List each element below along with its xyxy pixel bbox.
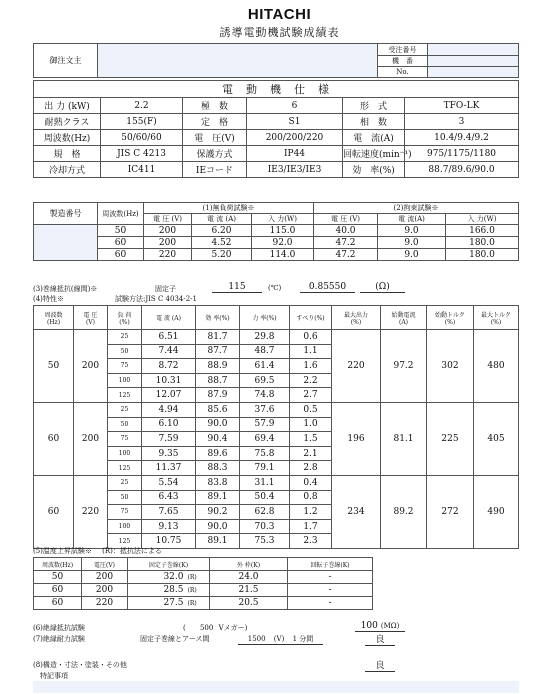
temp-cell: 60 [34, 597, 82, 610]
temp-cell: 28.5 [128, 584, 188, 597]
temp-header: 回転子巻線(K) [288, 558, 373, 571]
spec-label: IEコード [183, 162, 247, 178]
spec-label: 周波数(Hz) [34, 130, 101, 146]
machine-number-label: 機 番 [378, 56, 428, 67]
noload-cell: 40.0 [314, 225, 378, 237]
char-cell: 70.3 [240, 519, 290, 534]
winding-label: (3)巻線抵抗(線間) [33, 285, 91, 293]
char-group-max-tq: 490 [474, 475, 519, 548]
noload-subheader: 電 流(A) [378, 214, 446, 225]
temp-method-mark: (R) [188, 584, 210, 597]
insulation-meter [183, 623, 247, 633]
char-label: (4)特性 [33, 295, 57, 303]
spec-value: 3 [405, 114, 519, 130]
brand-logo: HITACHI [247, 6, 312, 23]
char-group-start-tq: 302 [427, 330, 474, 403]
temp-cell: 220 [82, 597, 128, 610]
noload-subheader: 入 力(W) [446, 214, 519, 225]
spec-value: IP44 [247, 146, 343, 162]
spec-value: IC411 [101, 162, 183, 178]
temp-header: 周波数(Hz) [34, 558, 82, 571]
withstand-volt: 1500 [247, 635, 266, 643]
noload-locked-table [33, 202, 519, 261]
char-cell: 7.44 [142, 344, 196, 359]
spec-value: 200/200/220 [247, 130, 343, 146]
char-cell: 85.6 [196, 402, 240, 417]
spec-label: 保護方式 [183, 146, 247, 162]
winding-res-unit: (Ω) [360, 282, 405, 293]
winding-resistance-line [33, 284, 97, 294]
winding-temp-unit: (℃) [268, 284, 282, 292]
char-cell: 125 [108, 461, 142, 476]
spec-value: TFO-LK [405, 98, 519, 114]
winding-temp: 115 [212, 282, 262, 293]
insulation-num: 100 [360, 621, 378, 631]
temp-header: 固定子巻線(K) [128, 558, 210, 571]
char-cell: 50 [108, 344, 142, 359]
char-cell: 90.0 [196, 519, 240, 534]
char-group-start-cur: 97.2 [381, 330, 427, 403]
noload-subheader: 電 圧 (V) [144, 214, 192, 225]
char-cell: 74.8 [240, 388, 290, 403]
noload-subheader: 電 圧 (V) [314, 214, 378, 225]
spec-label: 電 流(A) [343, 130, 405, 146]
char-cell: 75 [108, 505, 142, 520]
spec-value: 6 [247, 98, 343, 114]
spec-title: 電 動 機 仕 様 [34, 81, 519, 98]
serial-no-field[interactable] [428, 67, 519, 78]
order-customer-field[interactable] [98, 44, 378, 78]
char-cell: 31.1 [240, 475, 290, 490]
char-cell: 83.8 [196, 475, 240, 490]
char-mark: ※ [56, 295, 64, 303]
spec-label: 規 格 [34, 146, 101, 162]
char-group-volt: 200 [74, 402, 108, 475]
temp-cell: - [288, 597, 373, 610]
withstand-spec [238, 634, 323, 645]
char-cell: 37.6 [240, 402, 290, 417]
insulation-unit: (MΩ) [380, 622, 400, 630]
noload-cell: 47.2 [314, 249, 378, 261]
char-cell: 1.6 [290, 359, 332, 374]
char-group-freq: 50 [34, 330, 74, 403]
noload-cell: 200 [144, 225, 192, 237]
char-cell: 48.7 [240, 344, 290, 359]
spec-label: 回転速度(min⁻¹) [343, 146, 405, 162]
temp-cell: - [288, 584, 373, 597]
noload-cell: 9.0 [378, 249, 446, 261]
noload-cell: 92.0 [252, 237, 314, 249]
char-group-start-cur: 89.2 [381, 475, 427, 548]
char-cell: 25 [108, 330, 142, 345]
meter-text: Vメガー) [218, 624, 248, 632]
locked-group-mark: ※ [431, 204, 439, 212]
char-cell: 2.3 [290, 534, 332, 549]
char-cell: 2.1 [290, 446, 332, 461]
withstand-part: 固定子巻線とアース間 [140, 635, 210, 643]
char-cell: 10.31 [142, 373, 196, 388]
char-header: 負 荷 (%) [108, 306, 142, 330]
temp-cell: 50 [34, 571, 82, 584]
char-cell: 6.43 [142, 490, 196, 505]
spec-value: JIS C 4213 [101, 146, 183, 162]
char-cell: 4.94 [142, 402, 196, 417]
noload-cell: 115.0 [252, 225, 314, 237]
char-cell: 6.51 [142, 330, 196, 345]
serial-no-label: No. [378, 67, 428, 78]
temp-cell: - [288, 571, 373, 584]
noload-subheader: 電 流 (A) [192, 214, 252, 225]
spec-label: 極 数 [183, 98, 247, 114]
construction-label: (8)構造・寸法・塗装・その他 [33, 661, 127, 669]
char-cell: 88.3 [196, 461, 240, 476]
char-cell: 79.1 [240, 461, 290, 476]
char-header: すべり(%) [290, 306, 332, 330]
char-group-volt: 220 [74, 475, 108, 548]
spec-value: 50/60/60 [101, 130, 183, 146]
temp-header: 電圧(V) [82, 558, 128, 571]
noload-cell: 220 [144, 249, 192, 261]
temp-cell: 60 [34, 584, 82, 597]
char-cell: 69.4 [240, 432, 290, 447]
char-group-freq: 60 [34, 402, 74, 475]
char-cell: 75.8 [240, 446, 290, 461]
char-cell: 125 [108, 388, 142, 403]
temp-cell: 27.5 [128, 597, 188, 610]
serial-number-field[interactable] [34, 225, 98, 261]
char-cell: 69.5 [240, 373, 290, 388]
char-cell: 1.1 [290, 344, 332, 359]
char-group-max-out: 234 [332, 475, 381, 548]
noload-cell: 60 [98, 237, 144, 249]
meter-open: ( [183, 624, 186, 632]
characteristics-table [33, 305, 519, 549]
char-cell: 25 [108, 402, 142, 417]
char-cell: 25 [108, 475, 142, 490]
noload-cell: 47.2 [314, 237, 378, 249]
char-cell: 50 [108, 490, 142, 505]
noload-cell: 114.0 [252, 249, 314, 261]
char-group-start-tq: 272 [427, 475, 474, 548]
serial-header: 製造番号 [34, 203, 98, 225]
char-cell: 12.07 [142, 388, 196, 403]
freq-header: 周波数(Hz) [98, 203, 144, 225]
char-group-max-out: 220 [332, 330, 381, 403]
char-cell: 0.8 [290, 490, 332, 505]
noload-cell: 180.0 [446, 237, 519, 249]
locked-group-label: (2)拘束試験 [393, 204, 432, 212]
spec-value: IE3/IE3/IE3 [247, 162, 343, 178]
char-cell: 75 [108, 432, 142, 447]
spec-value: 155(F) [101, 114, 183, 130]
char-cell: 0.5 [290, 402, 332, 417]
temp-rise-table [33, 557, 373, 610]
temp-cell: 32.0 [128, 571, 188, 584]
char-cell: 9.13 [142, 519, 196, 534]
noload-cell: 9.0 [378, 225, 446, 237]
noload-group-label: (1)無負荷試験 [202, 204, 248, 212]
char-cell: 57.9 [240, 417, 290, 432]
temp-cell: 21.5 [210, 584, 288, 597]
char-cell: 62.8 [240, 505, 290, 520]
char-group-max-tq: 405 [474, 402, 519, 475]
char-group-volt: 200 [74, 330, 108, 403]
char-method: 試験方法:JIS C 4034-2-1 [115, 295, 197, 303]
char-header: 最大トルク (%) [474, 306, 519, 330]
char-header: 効 率(%) [196, 306, 240, 330]
withstand-label: (7)絶縁耐力試験 [33, 635, 85, 643]
temp-label: (5)温度上昇試験 [33, 547, 85, 555]
temp-note: (R)：抵抗法による [102, 547, 162, 555]
char-cell: 90.4 [196, 432, 240, 447]
char-cell: 89.6 [196, 446, 240, 461]
spec-label: 相 数 [343, 114, 405, 130]
order-table [33, 43, 519, 78]
char-cell: 5.54 [142, 475, 196, 490]
char-header: 始動トルク (%) [427, 306, 474, 330]
spec-label: 電 圧(V) [183, 130, 247, 146]
spec-value: 975/1175/1180 [405, 146, 519, 162]
char-cell: 100 [108, 373, 142, 388]
char-group-start-tq: 225 [427, 402, 474, 475]
char-cell: 89.1 [196, 534, 240, 549]
char-cell: 2.8 [290, 461, 332, 476]
char-cell: 87.9 [196, 388, 240, 403]
char-cell: 100 [108, 519, 142, 534]
noload-cell: 5.20 [192, 249, 252, 261]
char-cell: 2.7 [290, 388, 332, 403]
char-cell: 87.7 [196, 344, 240, 359]
spec-value: S1 [247, 114, 343, 130]
char-cell: 6.10 [142, 417, 196, 432]
order-customer-label: 御注文主 [34, 44, 98, 78]
remarks-field[interactable] [33, 681, 519, 693]
char-cell: 7.59 [142, 432, 196, 447]
noload-cell: 180.0 [446, 249, 519, 261]
char-cell: 100 [108, 446, 142, 461]
char-cell: 89.1 [196, 490, 240, 505]
char-header: 周波数 (Hz) [34, 306, 74, 330]
spec-label: 効 率(%) [343, 162, 405, 178]
winding-mark: ※ [90, 285, 98, 293]
order-number-field[interactable] [428, 44, 519, 56]
char-cell: 75.3 [240, 534, 290, 549]
char-header: 力 率(%) [240, 306, 290, 330]
spec-label: 冷却方式 [34, 162, 101, 178]
char-cell: 9.35 [142, 446, 196, 461]
char-header: 始動電流 (A) [381, 306, 427, 330]
char-group-start-cur: 81.1 [381, 402, 427, 475]
temp-cell: 20.5 [210, 597, 288, 610]
temp-method-mark: (R) [188, 571, 210, 584]
spec-value: 10.4/9.4/9.2 [405, 130, 519, 146]
char-group-max-tq: 480 [474, 330, 519, 403]
withstand-vunit: (V) [273, 635, 285, 643]
char-cell: 50.4 [240, 490, 290, 505]
noload-cell: 166.0 [446, 225, 519, 237]
spec-label: 定 格 [183, 114, 247, 130]
noload-group-header [144, 203, 314, 214]
char-cell: 0.4 [290, 475, 332, 490]
char-cell: 11.37 [142, 461, 196, 476]
char-cell: 1.5 [290, 432, 332, 447]
char-cell: 81.7 [196, 330, 240, 345]
noload-cell: 60 [98, 249, 144, 261]
char-cell: 10.75 [142, 534, 196, 549]
char-cell: 125 [108, 534, 142, 549]
char-cell: 90.2 [196, 505, 240, 520]
temp-cell: 200 [82, 571, 128, 584]
withstand-result: 良 [365, 632, 395, 646]
temp-method-mark: (R) [188, 597, 210, 610]
noload-cell: 9.0 [378, 237, 446, 249]
char-cell: 88.9 [196, 359, 240, 374]
char-cell: 8.72 [142, 359, 196, 374]
spec-label: 出 力 (kW) [34, 98, 101, 114]
char-cell: 61.4 [240, 359, 290, 374]
char-cell: 88.7 [196, 373, 240, 388]
char-cell: 75 [108, 359, 142, 374]
noload-cell: 50 [98, 225, 144, 237]
insulation-label: (6)絶縁抵抗試験 [33, 624, 85, 632]
withstand-duration: 1 分間 [292, 635, 314, 643]
char-header: 電 流 (A) [142, 306, 196, 330]
insulation-value [355, 621, 405, 632]
construction-result: 良 [365, 658, 395, 672]
machine-number-field[interactable] [428, 56, 519, 67]
temp-rise-line [33, 546, 162, 556]
temp-cell: 200 [82, 584, 128, 597]
char-cell: 1.2 [290, 505, 332, 520]
temp-cell: 24.0 [210, 571, 288, 584]
spec-label: 形 式 [343, 98, 405, 114]
characteristics-line [33, 294, 64, 304]
winding-part: 固定子 [155, 285, 176, 293]
noload-cell: 200 [144, 237, 192, 249]
winding-res: 0.85550 [300, 282, 355, 293]
remarks-label: 特記事項 [40, 672, 68, 680]
noload-group-mark: ※ [247, 204, 255, 212]
noload-subheader: 入 力(W) [252, 214, 314, 225]
spec-table [33, 80, 519, 178]
temp-header: 外 枠(K) [210, 558, 288, 571]
char-cell: 7.65 [142, 505, 196, 520]
char-cell: 29.8 [240, 330, 290, 345]
spec-value: 88.7/89.6/90.0 [405, 162, 519, 178]
meter-value: 500 [199, 624, 214, 632]
char-cell: 50 [108, 417, 142, 432]
char-cell: 0.6 [290, 330, 332, 345]
noload-cell: 6.20 [192, 225, 252, 237]
temp-mark: ※ [84, 547, 92, 555]
char-cell: 1.7 [290, 519, 332, 534]
char-group-freq: 60 [34, 475, 74, 548]
char-header: 最大出力 (%) [332, 306, 381, 330]
char-cell: 1.0 [290, 417, 332, 432]
char-header: 電 圧 (V) [74, 306, 108, 330]
char-group-max-out: 196 [332, 402, 381, 475]
char-cell: 90.0 [196, 417, 240, 432]
locked-group-header [314, 203, 519, 214]
noload-cell: 4.52 [192, 237, 252, 249]
page-title: 誘導電動機試験成績表 [219, 26, 340, 39]
spec-value: 2.2 [101, 98, 183, 114]
char-cell: 2.2 [290, 373, 332, 388]
spec-label: 耐熱クラス [34, 114, 101, 130]
order-number-label: 受注番号 [378, 44, 428, 56]
